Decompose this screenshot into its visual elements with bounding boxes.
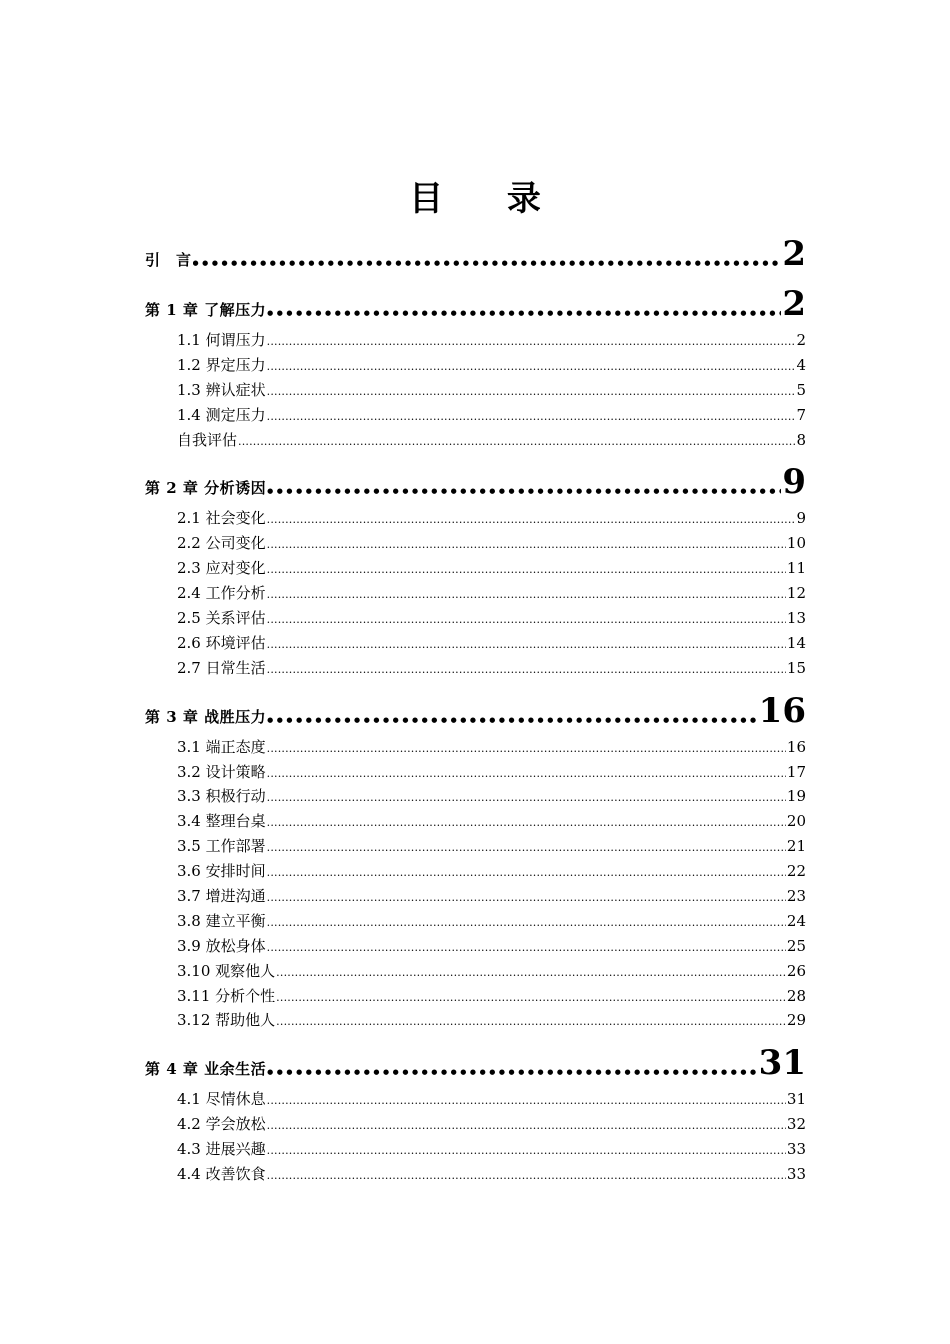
toc-entry-page-number: 2 (782, 234, 806, 274)
toc-entry-label: 3.6 安排时间 (177, 862, 266, 881)
toc-section-entry[interactable] (145, 884, 806, 909)
toc-entry-label: 自我评估 (177, 430, 238, 449)
toc-section-entry[interactable] (145, 328, 806, 353)
dot-leader (267, 328, 796, 353)
dot-leader (267, 784, 786, 809)
toc-entry-label: 引 言 (145, 251, 192, 269)
toc-entry-label: 2.2 公司变化 (177, 534, 266, 553)
toc-entry-label: 3.8 建立平衡 (177, 911, 266, 930)
toc-entry-page-number: 22 (786, 862, 806, 881)
toc-section-entry[interactable] (145, 506, 806, 531)
toc-entry-page-number: 16 (786, 737, 806, 756)
spacer (145, 681, 806, 685)
toc-entry-page-number: 17 (786, 762, 806, 781)
dot-leader (267, 1137, 786, 1162)
toc-entry-page-number: 31 (758, 1043, 806, 1084)
toc-section-entry[interactable] (145, 1087, 806, 1112)
toc-entry-label: 3.4 整理台桌 (177, 812, 266, 831)
dot-leader (267, 581, 786, 606)
spacer (145, 1033, 806, 1037)
dot-leader (267, 1087, 786, 1112)
toc-section-entry[interactable] (145, 1112, 806, 1137)
toc-entry-label: 3.1 端正态度 (177, 737, 266, 756)
toc-section-entry[interactable] (145, 934, 806, 959)
toc-section-entry[interactable] (145, 428, 806, 453)
dot-leader (267, 353, 796, 378)
toc-section-entry[interactable] (145, 909, 806, 934)
toc-entry-page-number: 21 (786, 837, 806, 856)
toc-entry-page-number: 33 (786, 1165, 806, 1184)
toc-entry-label: 3.10 观察他人 (177, 961, 276, 980)
toc-entry-page-number: 19 (786, 787, 806, 806)
toc-entry-page-number: 11 (786, 559, 806, 578)
dot-leader (267, 834, 786, 859)
toc-entry-label: 2.6 环境评估 (177, 633, 266, 652)
dot-leader (267, 1112, 786, 1137)
toc-entry-page-number: 2 (796, 331, 806, 349)
toc-entry-label: 3.11 分析个性 (177, 986, 276, 1005)
dot-leader (267, 705, 758, 730)
dot-leader (267, 298, 781, 323)
dot-leader (276, 984, 786, 1009)
toc-entry-page-number: 14 (786, 633, 806, 652)
toc-entry-label: 3.7 增进沟通 (177, 887, 266, 906)
dot-leader (276, 959, 786, 984)
dot-leader (267, 884, 786, 909)
toc-entry-page-number: 16 (758, 690, 806, 731)
dot-leader (267, 531, 786, 556)
toc-section-entry[interactable] (145, 959, 806, 984)
toc-section-entry[interactable] (145, 834, 806, 859)
toc-entry-page-number: 20 (786, 812, 806, 831)
toc-entry-label: 第 3 章 战胜压力 (145, 707, 267, 726)
toc-entry-label: 2.3 应对变化 (177, 559, 266, 578)
toc-entry-page-number: 10 (786, 534, 806, 553)
toc-chapter-entry[interactable] (145, 280, 806, 328)
toc-section-entry[interactable] (145, 760, 806, 785)
toc-entry-label: 2.5 关系评估 (177, 609, 266, 628)
toc-entry-page-number: 25 (786, 936, 806, 955)
toc-section-entry[interactable] (145, 403, 806, 428)
dot-leader (267, 403, 796, 428)
toc-entry-label: 2.1 社会变化 (177, 509, 266, 528)
toc-entry-page-number: 23 (786, 887, 806, 906)
toc-entry-page-number: 13 (786, 609, 806, 628)
toc-section-entry[interactable] (145, 859, 806, 884)
dot-leader (267, 909, 786, 934)
toc-entry-page-number: 12 (786, 584, 806, 603)
toc-section-entry[interactable] (145, 784, 806, 809)
toc-chapter-entry[interactable] (145, 1039, 806, 1087)
toc-entry-label: 3.9 放松身体 (177, 936, 266, 955)
toc-entry-label: 1.3 辨认症状 (177, 380, 266, 399)
toc-entry-page-number: 4 (796, 355, 806, 374)
toc-entry-label: 3.3 积极行动 (177, 787, 266, 806)
toc-chapter-entry[interactable] (145, 687, 806, 735)
dot-leader (267, 656, 786, 681)
toc-entry-page-number: 8 (796, 430, 806, 449)
toc-section-entry[interactable] (145, 1137, 806, 1162)
dot-leader (267, 556, 786, 581)
dot-leader (238, 428, 795, 453)
toc-entry-label: 1.1 何谓压力 (177, 331, 266, 349)
toc-entry-label: 第 1 章 了解压力 (145, 301, 267, 319)
toc-entry-page-number: 7 (796, 405, 806, 424)
toc-entry-page-number: 15 (786, 658, 806, 677)
dot-leader (267, 760, 786, 785)
toc-entry-page-number: 9 (782, 462, 806, 503)
toc-entry-page-number: 9 (796, 509, 806, 528)
toc-entry-page-number: 29 (786, 1011, 806, 1030)
toc-entry-page-number: 32 (786, 1115, 806, 1134)
toc-entry-page-number: 31 (786, 1090, 806, 1109)
dot-leader (267, 631, 786, 656)
dot-leader (267, 606, 786, 631)
toc-entry-label: 3.2 设计策略 (177, 762, 266, 781)
toc-chapter-entry[interactable] (145, 458, 806, 506)
toc-entry-label: 4.1 尽情休息 (177, 1090, 266, 1109)
toc-entry-page-number: 5 (796, 380, 806, 399)
dot-leader (267, 859, 786, 884)
toc-entry-page-number: 2 (782, 284, 806, 324)
toc-entry-label: 4.4 改善饮食 (177, 1165, 266, 1184)
toc-entry-label: 2.7 日常生活 (177, 658, 266, 677)
toc-entry-label: 3.12 帮助他人 (177, 1011, 276, 1030)
toc-entry-label: 第 4 章 业余生活 (145, 1060, 267, 1079)
toc-section-entry[interactable] (145, 581, 806, 606)
dot-leader (267, 1162, 786, 1187)
toc-section-entry[interactable] (145, 378, 806, 403)
dot-leader (267, 506, 796, 531)
toc-entry-label: 1.4 测定压力 (177, 405, 266, 424)
toc-title: 目 录 (409, 179, 567, 219)
toc-entry-page-number: 24 (786, 911, 806, 930)
dot-leader (267, 735, 786, 760)
dot-leader (267, 476, 781, 501)
toc-section-entry[interactable] (145, 556, 806, 581)
dot-leader (267, 809, 786, 834)
dot-leader (193, 248, 782, 273)
toc-section-entry[interactable] (145, 1162, 806, 1187)
toc-entry-label: 4.3 进展兴趣 (177, 1140, 266, 1159)
toc-section-entry[interactable] (145, 1008, 806, 1033)
toc-entry-page-number: 26 (786, 961, 806, 980)
spacer (145, 452, 806, 456)
toc-entry-label: 第 2 章 分析诱因 (145, 479, 267, 498)
toc-section-entry[interactable] (145, 656, 806, 681)
toc-section-entry[interactable] (145, 606, 806, 631)
toc-entry-label: 2.4 工作分析 (177, 584, 266, 603)
toc-section-entry[interactable] (145, 531, 806, 556)
toc-section-entry[interactable] (145, 631, 806, 656)
toc-entry-page-number: 33 (786, 1140, 806, 1159)
toc-entry-label: 4.2 学会放松 (177, 1115, 266, 1134)
toc-section-entry[interactable] (145, 809, 806, 834)
dot-leader (267, 934, 786, 959)
dot-leader (267, 1057, 758, 1082)
toc-section-entry[interactable] (145, 984, 806, 1009)
table-of-contents (145, 228, 806, 1187)
dot-leader (267, 378, 796, 403)
toc-section-entry[interactable] (145, 353, 806, 378)
toc-chapter-entry[interactable] (145, 230, 806, 278)
dot-leader (276, 1008, 786, 1033)
toc-entry-label: 1.2 界定压力 (177, 355, 266, 374)
toc-entry-label: 3.5 工作部署 (177, 837, 266, 856)
toc-entry-page-number: 28 (786, 986, 806, 1005)
toc-section-entry[interactable] (145, 735, 806, 760)
